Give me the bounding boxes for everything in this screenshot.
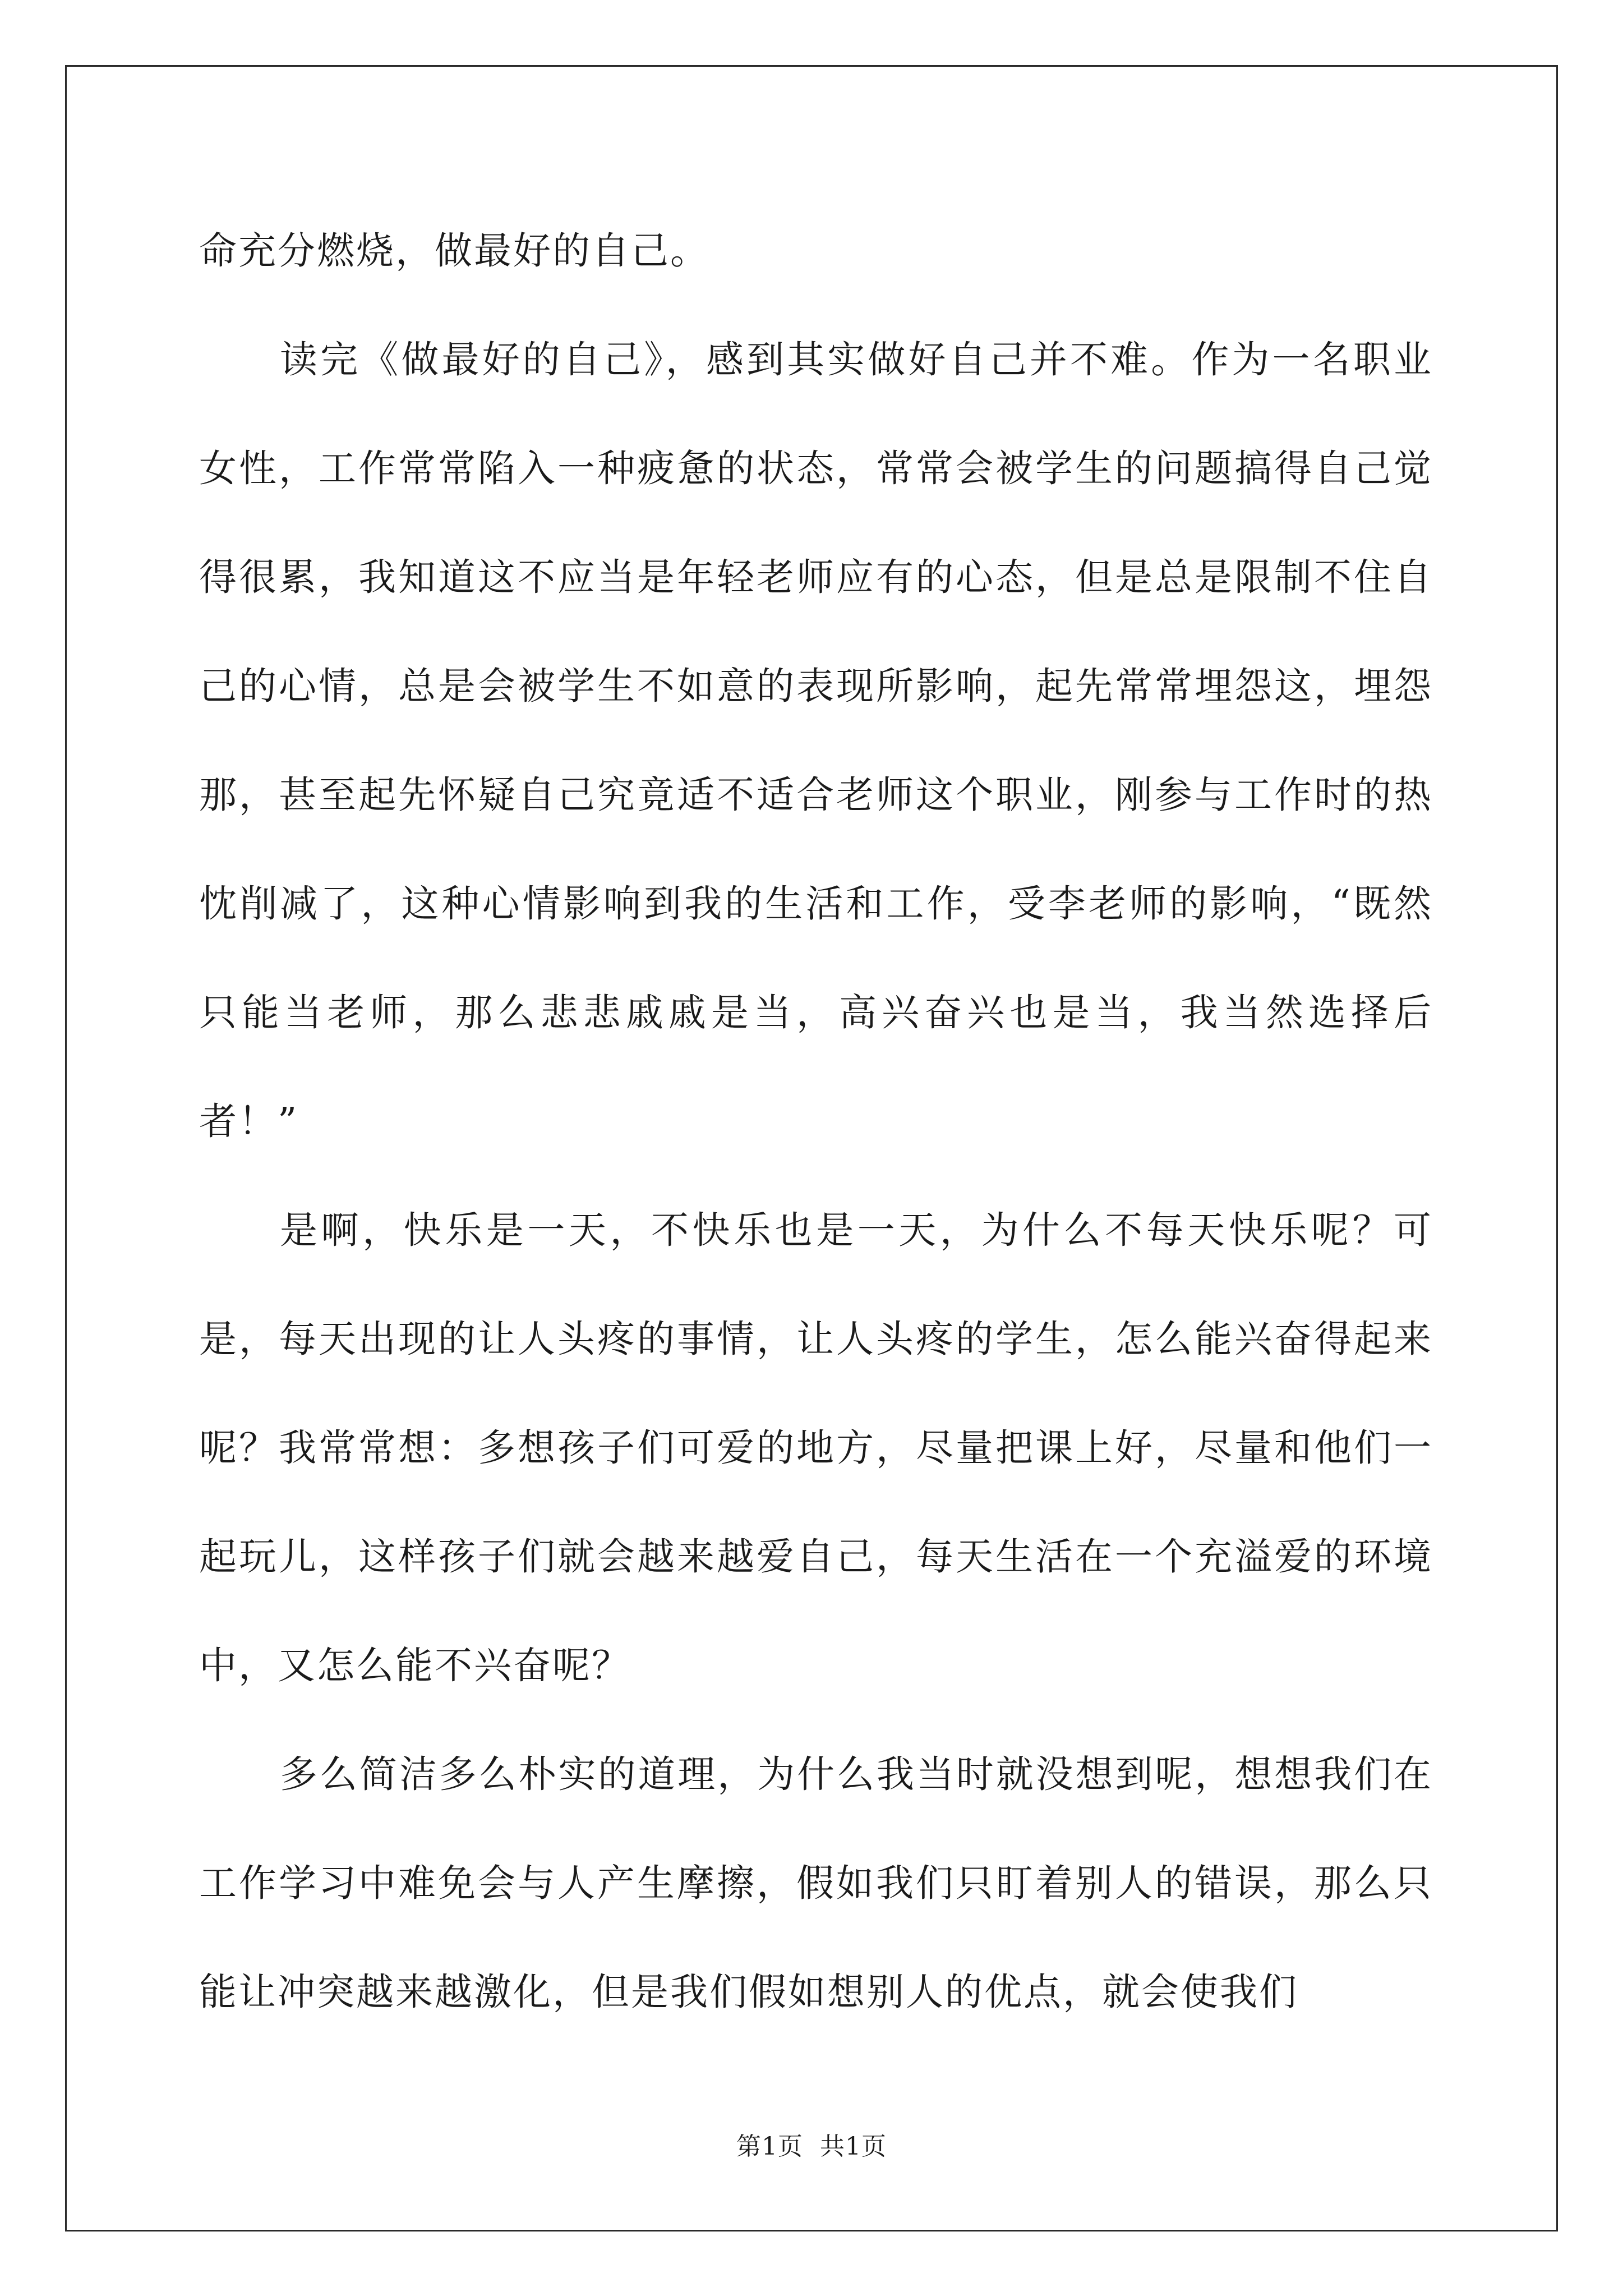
paragraph-happiness: 是啊，快乐是一天，不快乐也是一天，为什么不每天快乐呢？可是，每天出现的让人头疼的事情，让人头疼的学生，怎么能兴奋得起来呢？我常常想：多想孩子们可爱的地方，尽量把课上好，尽量和他们一起玩儿，这样孩子们就会越来越爱自己，每天生活在一个充溢爱的环境中，又怎么能不兴奋呢？ <box>199 1208 1433 1687</box>
page-number: 第1页 <box>736 2132 803 2161</box>
page-total: 共1页 <box>820 2132 887 2161</box>
page-footer <box>0 2126 1623 2162</box>
paragraph-simple-truth: 多么简洁多么朴实的道理，为什么我当时就没想到呢，想想我们在工作学习中难免会与人产生摩擦，假如我们只盯着别人的错误，那么只能让冲突越来越激化，但是我们假如想别人的优点，就会使我们 <box>199 1752 1433 2014</box>
paragraph-continuation: 命充分燃烧，做最好的自己。 <box>199 229 709 273</box>
paragraph-reading-reflection: 读完《做最好的自己》，感到其实做好自己并不难。作为一名职业女性，工作常常陷入一种疲惫的状态，常常会被学生的问题搞得自己觉得很累，我知道这不应当是年轻老师应有的心态，但是总是限制不住自己的心情，总是会被学生不如意的表现所影响，起先常常埋怨这，埋怨那，甚至起先怀疑自己究竟适不适合老师这个职业，刚参与工作时的热忱削减了，这种心情影响到我的生活和工作，受李老师的影响，“既然只能当老师，那么悲悲戚戚是当，高兴奋兴也是当，我当然选择后者！” <box>199 338 1433 1143</box>
document-body <box>199 196 1433 2046</box>
